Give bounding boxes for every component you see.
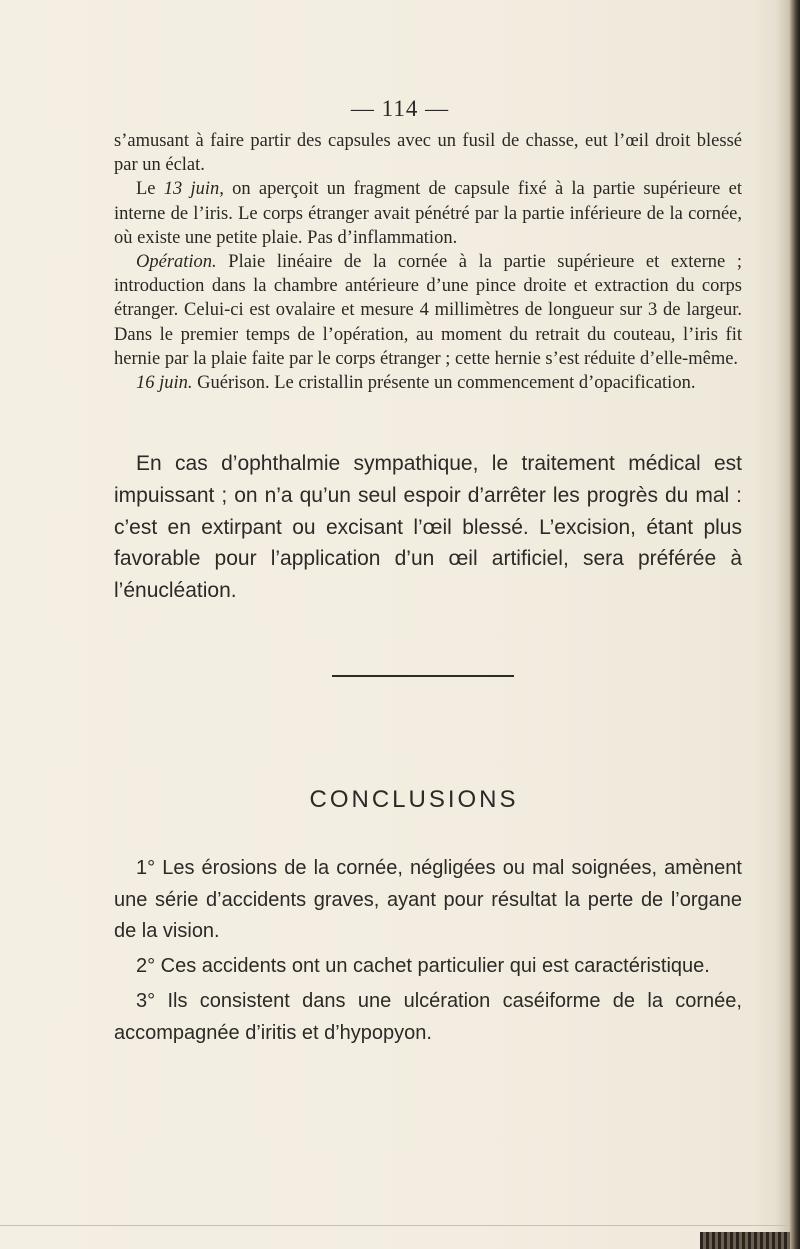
case-paragraph-4-text: Guérison. Le cristallin présente un commencement d’opacification. bbox=[192, 373, 696, 394]
operation-label: Opération. bbox=[136, 252, 217, 273]
case-paragraph-4 bbox=[114, 371, 742, 395]
case-paragraph-2 bbox=[114, 177, 742, 250]
conclusions-list bbox=[114, 853, 742, 1049]
case-date-16-juin: 16 juin. bbox=[136, 373, 193, 394]
conclusion-item: 2° Ces accidents ont un cachet particulier qui est caractéristique. bbox=[136, 955, 710, 978]
main-paragraph bbox=[114, 448, 742, 607]
conclusion-item: 1° Les érosions de la cornée, négligées ou mal soignées, amènent une série d’accidents graves, ayant pour résultat la perte de l’organe de la vision. bbox=[114, 857, 742, 943]
page-number: — 114 — bbox=[350, 96, 450, 121]
book-spine-edge bbox=[790, 0, 800, 1249]
case-date-13-juin: 13 juin, bbox=[163, 179, 224, 200]
main-paragraph-text: En cas d’ophthalmie sympathique, le traitement médical est impuissant ; on n’a qu’un seul espoir d’arrêter les progrès du mal : c’est en extirpant ou excisant l’œil blessé. L’excision, étant plus favorable pour l’application d’un œil artificiel, sera préférée à l’énucléation. bbox=[114, 452, 742, 603]
operation-text: Plaie linéaire de la cornée à la partie supérieure et externe ; introduction dans la chambre antérieure d’une pince droite et extraction du corps étranger. Celui-ci est ovalaire et mesure 4 millimètres de longueur sur 3 de largeur. Dans le premier temps de l’opération, au moment du retrait du couteau, l’iris fit hernie par la plaie faite par le corps étranger ; cette hernie s’est réduite d’elle-même. bbox=[114, 252, 742, 369]
book-edge-corner bbox=[700, 1232, 790, 1249]
conclusion-item: 3° Ils consistent dans une ulcération caséiforme de la cornée, accompagnée d’iritis et d’hypopyon. bbox=[114, 989, 742, 1044]
case-paragraph-1: s’amusant à faire partir des capsules avec un fusil de chasse, eut l’œil droit blessé par un éclat. bbox=[114, 131, 742, 176]
page-bottom-line bbox=[0, 1225, 790, 1226]
case-paragraph-operation bbox=[114, 250, 742, 371]
case-paragraph-2-lead: Le bbox=[136, 179, 164, 200]
case-paragraph-2-text: on aperçoit un fragment de capsule fixé à la partie supérieure et interne de l’iris. Le corps étranger avait pénétré par la partie inférieure de la cornée, où existe une petite plaie. Pas d’inflammation. bbox=[114, 179, 742, 248]
case-report bbox=[114, 129, 742, 395]
conclusions-heading: CONCLUSIONS bbox=[309, 786, 519, 813]
section-divider bbox=[332, 675, 514, 677]
